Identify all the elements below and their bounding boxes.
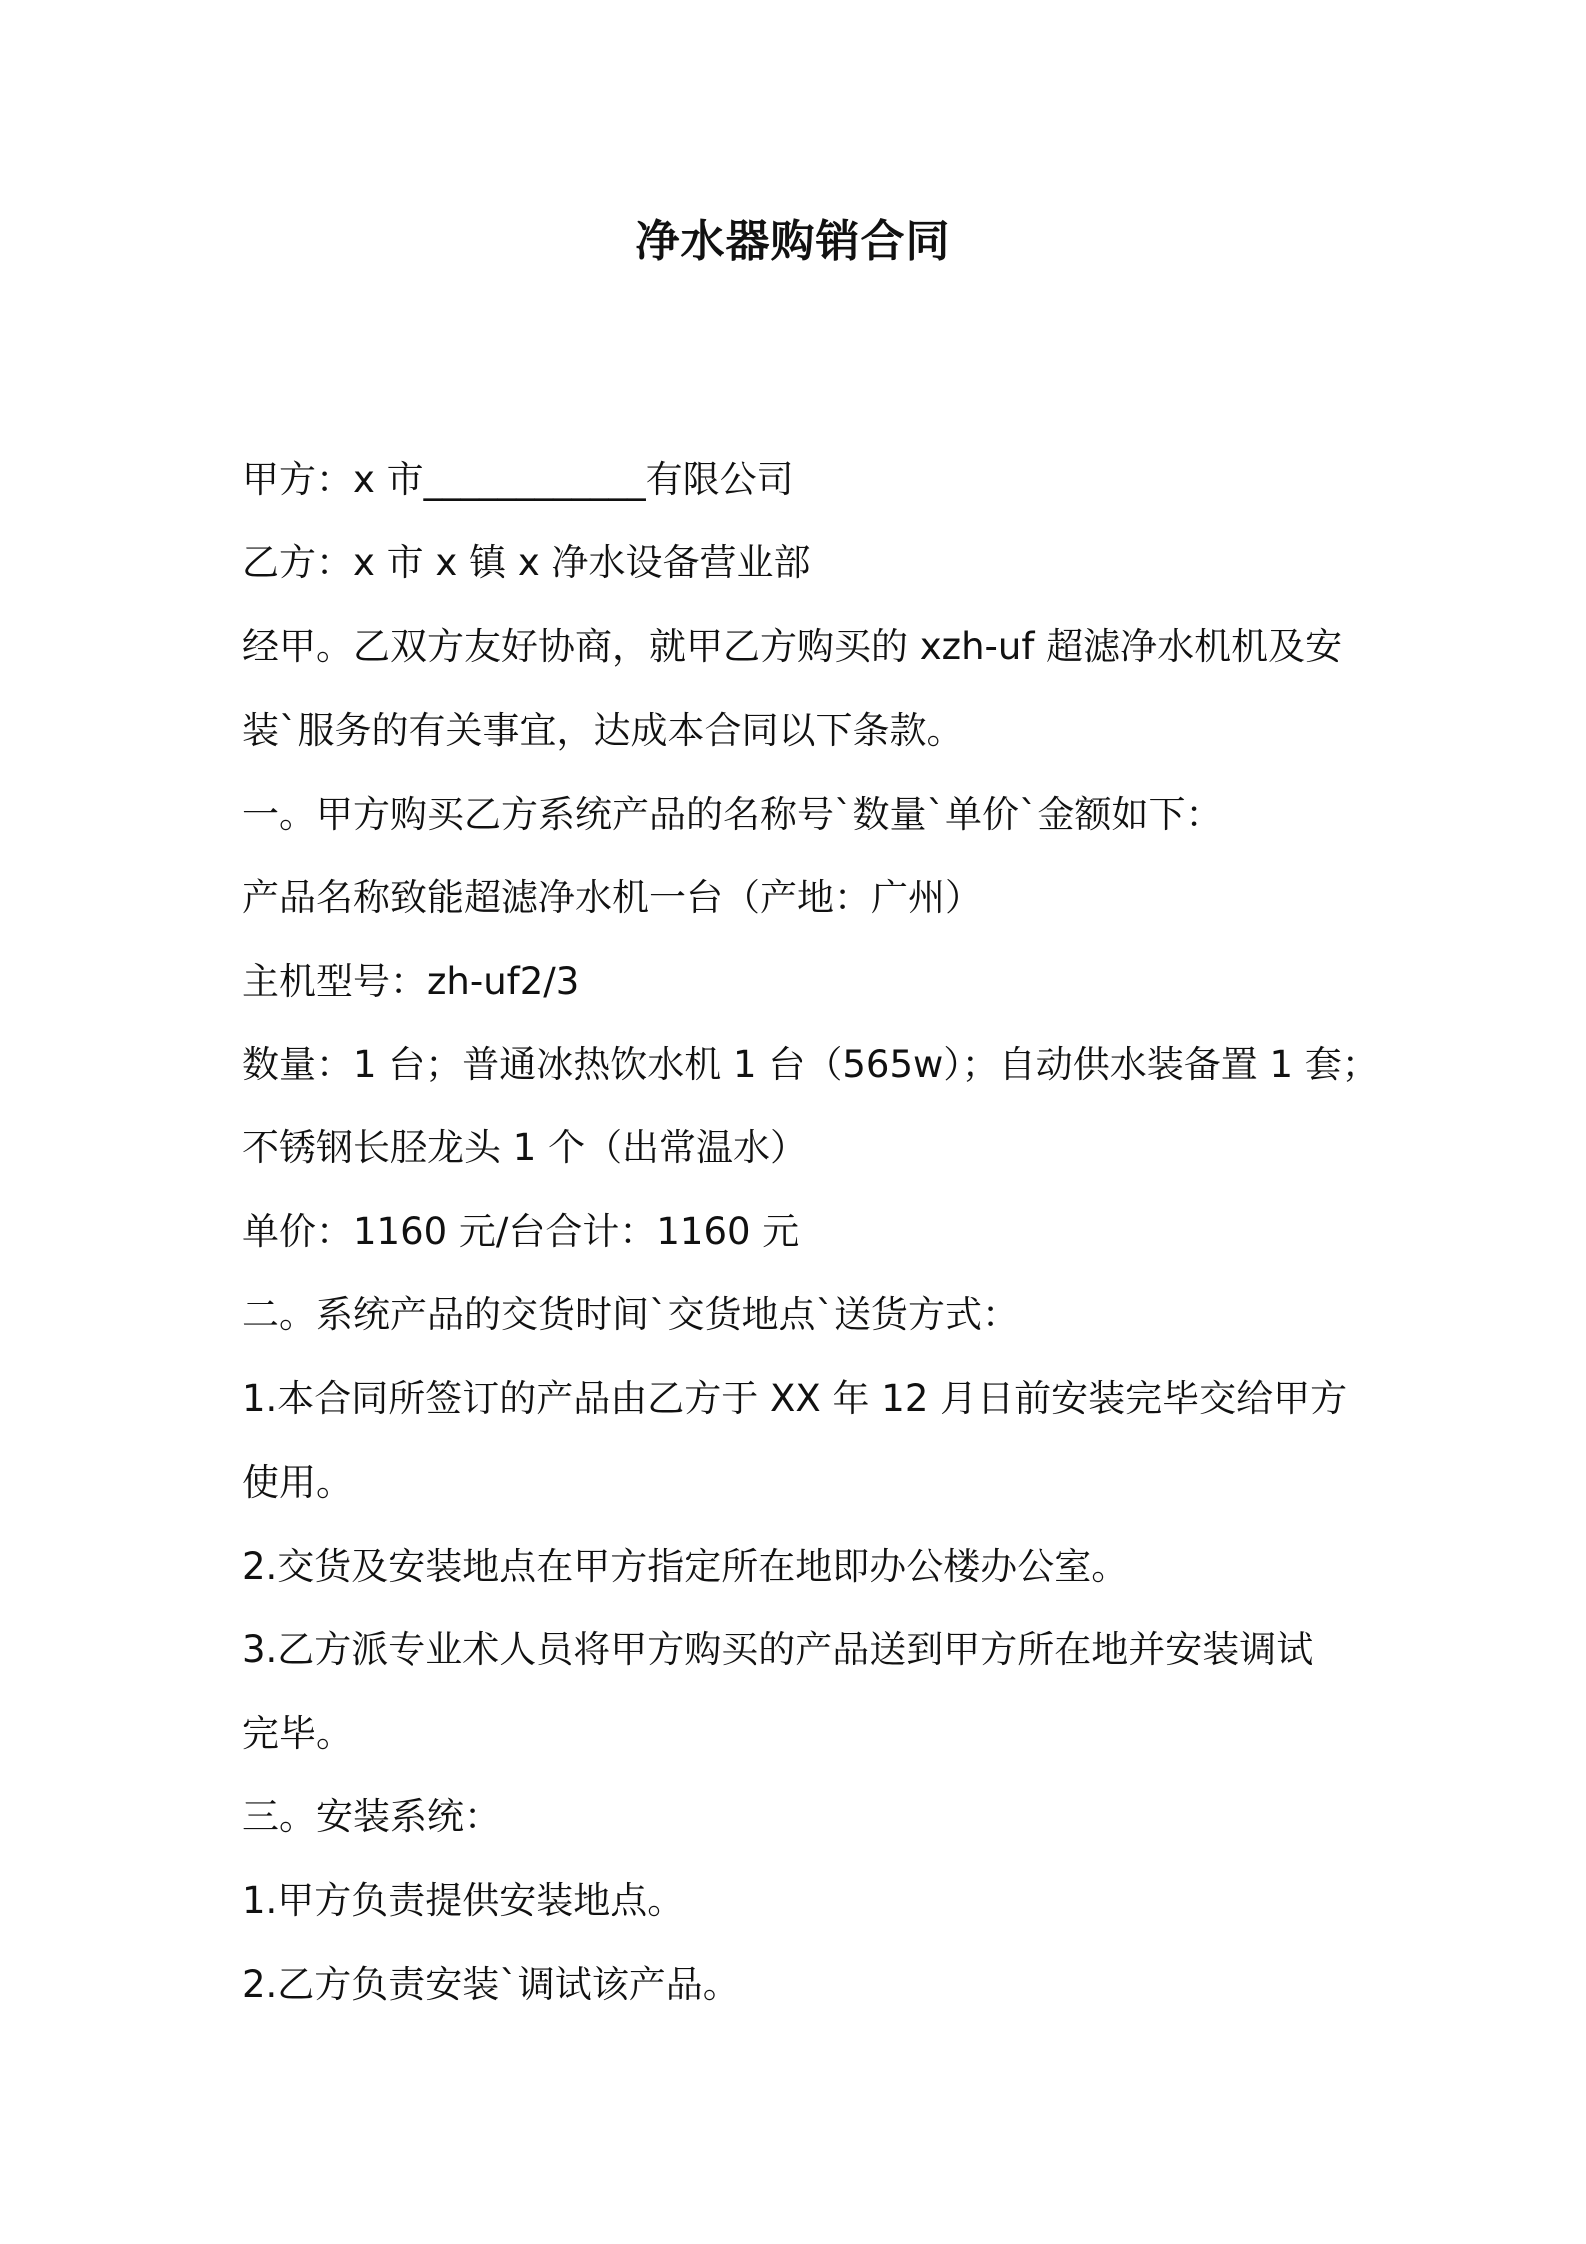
page-title: 净水器购销合同 bbox=[635, 216, 951, 267]
price-line: 单价：1160 元/台合计：1160 元 bbox=[242, 1210, 800, 1253]
delivery-item-2: 2.交货及安装地点在甲方指定所在地即办公楼办公室。 bbox=[242, 1545, 1129, 1588]
section-2-heading: 二。系统产品的交货时间`交货地点`送货方式： bbox=[242, 1293, 1019, 1336]
delivery-item-3-line-1: 3.乙方派专业术人员将甲方购买的产品送到甲方所在地并安装调试 bbox=[242, 1628, 1314, 1671]
intro-line-2: 装`服务的有关事宜，达成本合同以下条款。 bbox=[242, 709, 964, 752]
quantity-line-1: 数量：1 台；普通冰热饮水机 1 台（565w）；自动供水装备置 1 套； bbox=[242, 1043, 1379, 1086]
delivery-item-1-line-2: 使用。 bbox=[242, 1461, 353, 1504]
product-name-line: 产品名称致能超滤净水机一台（产地：广州） bbox=[242, 876, 982, 919]
quantity-line-2: 不锈钢长胫龙头 1 个（出常温水） bbox=[242, 1126, 808, 1169]
section-3-heading: 三。安装系统： bbox=[242, 1795, 501, 1838]
delivery-item-1-line-1: 1.本合同所签订的产品由乙方于 XX 年 12 月日前安装完毕交给甲方 bbox=[242, 1377, 1348, 1420]
section-1-heading: 一。甲方购买乙方系统产品的名称号`数量`单价`金额如下： bbox=[242, 793, 1223, 836]
party-a-line: 甲方：x 市____________有限公司 bbox=[242, 458, 794, 501]
model-line: 主机型号：zh-uf2/3 bbox=[242, 960, 580, 1003]
install-item-1: 1.甲方负责提供安装地点。 bbox=[242, 1879, 685, 1922]
party-b-line: 乙方：x 市 x 镇 x 净水设备营业部 bbox=[242, 541, 811, 584]
delivery-item-3-line-2: 完毕。 bbox=[242, 1712, 353, 1755]
intro-line-1: 经甲。乙双方友好协商，就甲乙方购买的 xzh-uf 超滤净水机机及安 bbox=[242, 625, 1343, 668]
install-item-2: 2.乙方负责安装`调试该产品。 bbox=[242, 1963, 740, 2006]
